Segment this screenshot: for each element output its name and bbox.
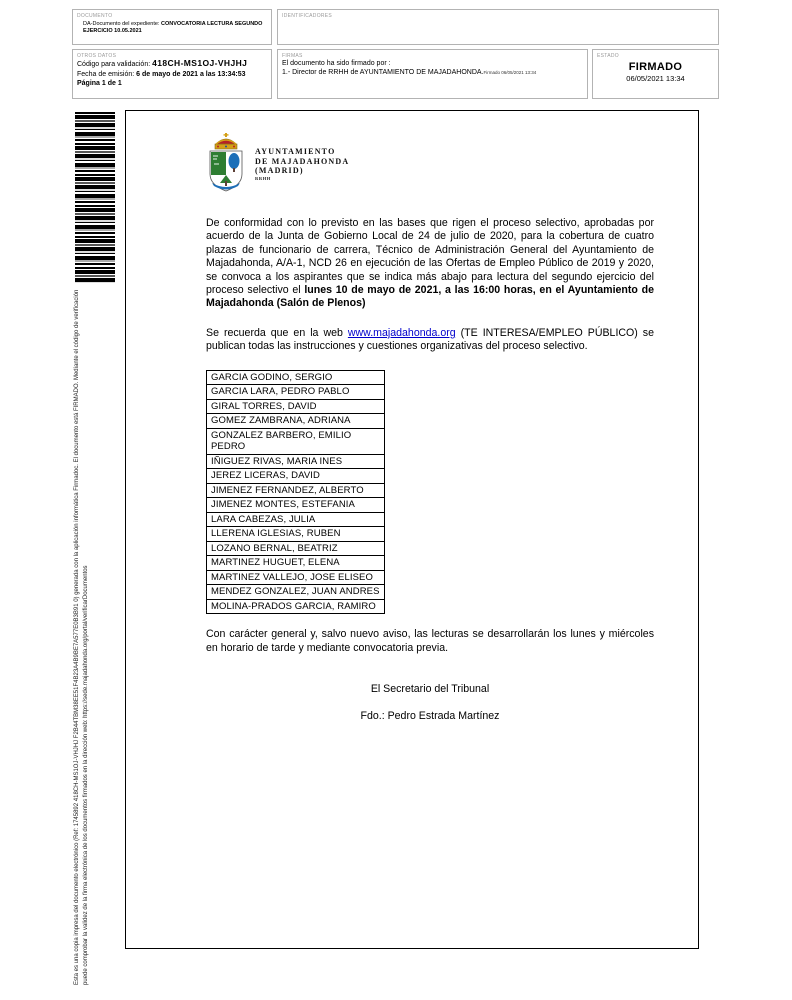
org-name-line2: DE MAJADAHONDA	[255, 156, 350, 166]
document-frame	[125, 110, 699, 949]
table-row: GARCIA GODINO, SERGIO	[207, 371, 384, 386]
signed-timestamp-note: Firmado 06/05/2021 13:34	[483, 70, 537, 75]
paragraph-web-info	[206, 327, 654, 354]
signed-by-intro: El documento ha sido firmado por :	[282, 60, 391, 67]
paragraph-convocatoria-date-bold: lunes 10 de mayo de 2021, a las 16:00 horas, en el Ayuntamiento de Majadahonda (Salón de Plenos)	[206, 284, 654, 310]
emission-date-line	[73, 70, 271, 80]
table-row: LLERENA IGLESIAS, RUBEN	[207, 527, 384, 542]
header-box-otros-datos	[72, 49, 272, 99]
majadahonda-website-link[interactable]: www.majadahonda.org	[347, 326, 456, 339]
org-department: RRHH	[255, 175, 271, 181]
table-row: MOLINA-PRADOS GARCIA, RAMIRO	[211, 600, 376, 612]
table-row: MARTINEZ VALLEJO, JOSE ELISEO	[207, 571, 384, 586]
table-row: GONZALEZ BARBERO, EMILIO PEDRO	[207, 429, 384, 455]
org-name-block	[255, 133, 349, 182]
table-row: GARCIA LARA, PEDRO PABLO	[207, 385, 384, 400]
signer-name: 1.- Director de RRHH de AYUNTAMIENTO DE MAJADAHONDA.	[282, 69, 484, 76]
table-row: LARA CABEZAS, JULIA	[207, 513, 384, 528]
paragraph-web-before: Se recuerda que en la web	[206, 326, 348, 339]
verification-disclaimer-line2: puede comprobar la validez de la firma electrónica de los documentos firmados en la dirección web: https://sede.majadahonda.org/portal/verificarDocumentos	[83, 565, 89, 985]
table-row: GOMEZ ZAMBRANA, ADRIANA	[207, 414, 384, 429]
table-row: JIMENEZ MONTES, ESTEFANIA	[207, 498, 384, 513]
validation-code-label: Código para validación:	[77, 61, 153, 68]
coat-of-arms-icon	[206, 133, 246, 193]
header-box-firmas	[277, 49, 588, 99]
table-row: JIMENEZ FERNANDEZ, ALBERTO	[207, 484, 384, 499]
candidates-table	[206, 370, 385, 615]
header-box-identificadores	[277, 9, 719, 45]
paragraph-schedule-note: Con carácter general y, salvo nuevo aviso, las lecturas se desarrollarán los lunes y miércoles en horario de tarde y mediante convocatoria previa.	[206, 628, 654, 654]
emission-date-value: 6 de mayo de 2021 a las 13:34:53	[136, 70, 246, 78]
table-row: MARTINEZ HUGUET, ELENA	[207, 556, 384, 571]
signer-line	[278, 68, 587, 77]
identificadores-label: IDENTIFICADORES	[282, 13, 333, 19]
table-row: JEREZ LICERAS, DAVID	[207, 469, 384, 484]
status-datetime: 06/05/2021 13:34	[626, 74, 685, 83]
paragraph-web-after: (TE INTERESA/EMPLEO PÚBLICO) se publican todas las instrucciones y cuestiones organizativas del proceso selectivo.	[206, 326, 654, 353]
documento-value: CONVOCATORIA LECTURA SEGUNDO EJERCICIO 10.05.2021	[83, 21, 263, 34]
signature-name: Fdo.: Pedro Estrada Martínez	[360, 709, 500, 722]
barcode-image	[75, 112, 115, 283]
org-name-line3: (MADRID)	[255, 166, 304, 175]
table-row: GIRAL TORRES, DAVID	[207, 400, 384, 415]
paragraph-convocatoria	[206, 217, 654, 311]
header-box-estado	[592, 49, 719, 99]
otros-datos-label: OTROS DATOS	[77, 53, 117, 59]
estado-label: ESTADO	[597, 53, 619, 59]
document-content	[126, 111, 698, 722]
documento-content	[73, 19, 271, 35]
firmas-label: FIRMAS	[282, 53, 303, 59]
documento-label: DOCUMENTO	[77, 13, 113, 19]
table-row: IÑIGUEZ RIVAS, MARIA INES	[207, 455, 384, 470]
table-row: LOZANO BERNAL, BEATRIZ	[207, 542, 384, 557]
status-badge: FIRMADO	[628, 61, 683, 73]
table-row: MENDEZ GONZALEZ, JUAN ANDRES	[207, 585, 384, 600]
validation-code-line	[73, 59, 271, 70]
org-name-line1: AYUNTAMIENTO	[255, 147, 336, 156]
paragraph-convocatoria-text: De conformidad con lo previsto en las bases que rigen el proceso selectivo, aprobadas por acuerdo de la Junta de Gobierno Local de 24 de julio de 2020, para la cobertura de cuatro plazas de funcionario de carrera, Técnico de Administración General del Ayuntamiento de Majadahonda, A/A-1, NCD 26 en ejecución de las Ofertas de Empleo Público de 2019 y 2020, se convoca a los aspirantes que se indica más abajo para lectura del segundo ejercicio del proceso selectivo el	[206, 217, 654, 297]
org-logo-block	[206, 133, 654, 193]
validation-code-value: 418CH-MS1OJ-VHJHJ	[152, 58, 248, 68]
verification-disclaimer-line1: Esta es una copia impresa del documento electrónico (Ref: 1745892 418CH-MS1OJ-VHJHJ F2B44TBM38EE51F4B23A4B9BE7A577E0B3B91 0) generada con la aplicación informática Firmadoc. El documento está FIRMADO. Mediante el código de verificación	[74, 289, 80, 985]
verification-disclaimer	[73, 273, 91, 985]
documento-prefix: DA-Documento del expediente:	[83, 21, 161, 27]
signature-role: El Secretario del Tribunal	[370, 682, 490, 695]
emission-date-label: Fecha de emisión:	[77, 70, 137, 78]
header-box-documento	[72, 9, 272, 45]
page-count: Página 1 de 1	[77, 80, 122, 87]
